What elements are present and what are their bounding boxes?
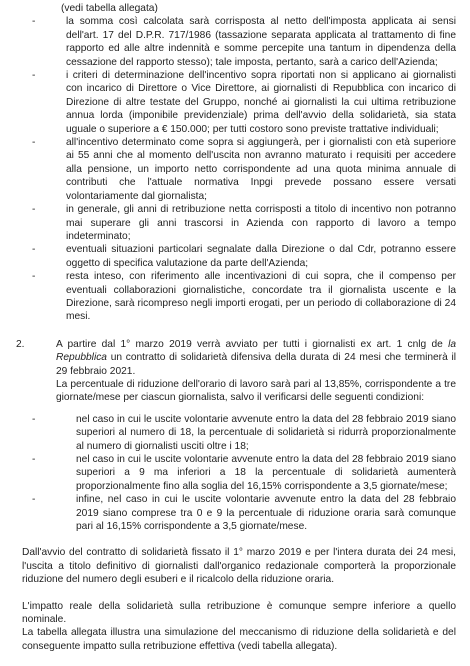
bullet-text: infine, nel caso in cui le uscite volontarie avvenute entro la data del 28 febbraio 2019 siano comprese tra 0 e 9 la percentuale di riduzione oraria sarà comunque pari al 16,15% corrispondente a 3,5 giornate/mese. (76, 494, 456, 533)
dash-marker: - (32, 454, 36, 465)
section2-reduction: La percentuale di riduzione dell'orario di lavoro sarà pari al 13,85%, corrispondente a tre giornate/mese per ciascun giornalista, salvo il verificarsi delle seguenti condizioni: (56, 378, 456, 404)
top-line: (vedi tabella allegata) (61, 3, 158, 14)
bullet-text: resta inteso, con riferimento alle incentivazioni di cui sopra, che il compenso per eventuali collaborazioni giornalistiche, concordate tra il giornalista uscente e la Direzione, sarà ricompreso negli importi erogati, per un periodo di collaborazione di 24 mesi. (66, 271, 456, 323)
bullet-text: nel caso in cui le uscite volontarie avvenute entro la data del 28 febbraio 2019 siano superiori a 9 ma inferiori a 18 la percentuale di solidarietà aumenterà proporzionalmente fino alla soglia del 16,15% corrispondente a 3,5 giornate/mese; (76, 454, 456, 492)
intro-text-end: un contratto di solidarietà difensiva della durata di 24 mesi che terminerà il 29 febbraio 2021. (56, 352, 456, 377)
bullet-text: in generale, gli anni di retribuzione netta corrisposti a titolo di incentivo non potranno mai superare gli anni trascorsi in Azienda con rapporto di lavoro a tempo indeterminato; (66, 204, 456, 242)
bullet-item (32, 413, 456, 453)
section2-bullet-list (32, 413, 456, 534)
bullet-text: la somma così calcolata sarà corrisposta al netto dell'imposta applicata ai sensi dell'art. 17 del D.P.R. 717/1986 (tassazione separata applicata al trattamento di fine rapporto ed alle altre indennità e somme percepite una tantum in dipendenza della cessazione del rapporto stesso); tale imposta, pertanto, sarà a carico dell'Azienda; (66, 16, 456, 68)
section-2 (16, 338, 456, 534)
bullet-item (16, 203, 456, 243)
dash-marker: - (32, 16, 36, 28)
dash-marker: - (32, 413, 36, 425)
bullet-text: i criteri di determinazione dell'incentivo sopra riportati non si applicano ai giornalisti con incarico di Direttore o Vice Direttore, ai giornalisti di Repubblica con incarico di Direzione di altre testate del Gruppo, nonché ai giornalisti la cui ultima retribuzione annua lorda (imponibile previdenziale) prima dell'avvio della solidarietà, sia stata uguale o superiore a € 150.000; per tutti costoro sono previste trattative individuali; (66, 70, 456, 135)
bullet-item (16, 69, 456, 136)
paragraph-impact: L'impatto reale della solidarietà sulla retribuzione è comunque sempre inferiore a quello nominale. (22, 600, 456, 626)
bullet-item (16, 270, 456, 324)
dash-marker: - (32, 70, 36, 82)
paragraph-table: La tabella allegata illustra una simulazione del meccanismo di riduzione della solidarietà e del conseguente impatto sulla retribuzione effettiva (vedi tabella allegata). (22, 627, 456, 652)
bullet-item (16, 15, 456, 69)
bullet-item (16, 243, 456, 270)
dash-marker: - (32, 244, 36, 256)
bullet-text: all'incentivo determinato come sopra si aggiungerà, per i giornalisti con età superiore ai 55 anni che al momento dell'uscita non avranno maturato i requisiti per accedere alla pensione, un importo netto corrispondente ad una quota minima annuale di contributi che l'attuale normativa Inpgi prevede possano essere versati volontariamente dal giornalista; (66, 137, 456, 202)
intro-newspaper-name: la Repubblica (56, 338, 456, 364)
section2-intro (56, 338, 456, 378)
bullet-text: eventuali situazioni particolari segnalate dalla Direzione o dal Cdr, potranno essere oggetto di specifica valutazione da parte dell'Azienda; (66, 244, 456, 269)
section-number: 2. (16, 338, 25, 350)
section1-bullet-list (16, 15, 456, 323)
dash-marker: - (32, 494, 36, 506)
paragraph-contract: Dall'avvio del contratto di solidarietà fissato il 1° marzo 2019 e per l'intera durata dei 24 mesi, l'uscita a titolo definitivo di giornalisti dall'organico redazionale comporterà la proporzionale riduzione del numero degli esuberi e il ricalcolo della riduzione oraria. (22, 547, 456, 586)
bullet-item (16, 136, 456, 203)
dash-marker: - (32, 271, 36, 283)
dash-marker: - (32, 204, 36, 216)
intro-text: A partire dal 1° marzo 2019 verrà avviato per tutti i giornalisti ex art. 1 cnlg de (56, 338, 449, 350)
bullet-item (32, 493, 456, 533)
bullet-item (32, 453, 456, 493)
dash-marker: - (32, 137, 36, 149)
bullet-text: nel caso in cui le uscite volontarie avvenute entro la data del 28 febbraio 2019 siano superiori al numero di 18, la percentuale di solidarietà si ridurrà proporzionalmente al numero di giornalisti usciti oltre i 18; (76, 413, 456, 452)
